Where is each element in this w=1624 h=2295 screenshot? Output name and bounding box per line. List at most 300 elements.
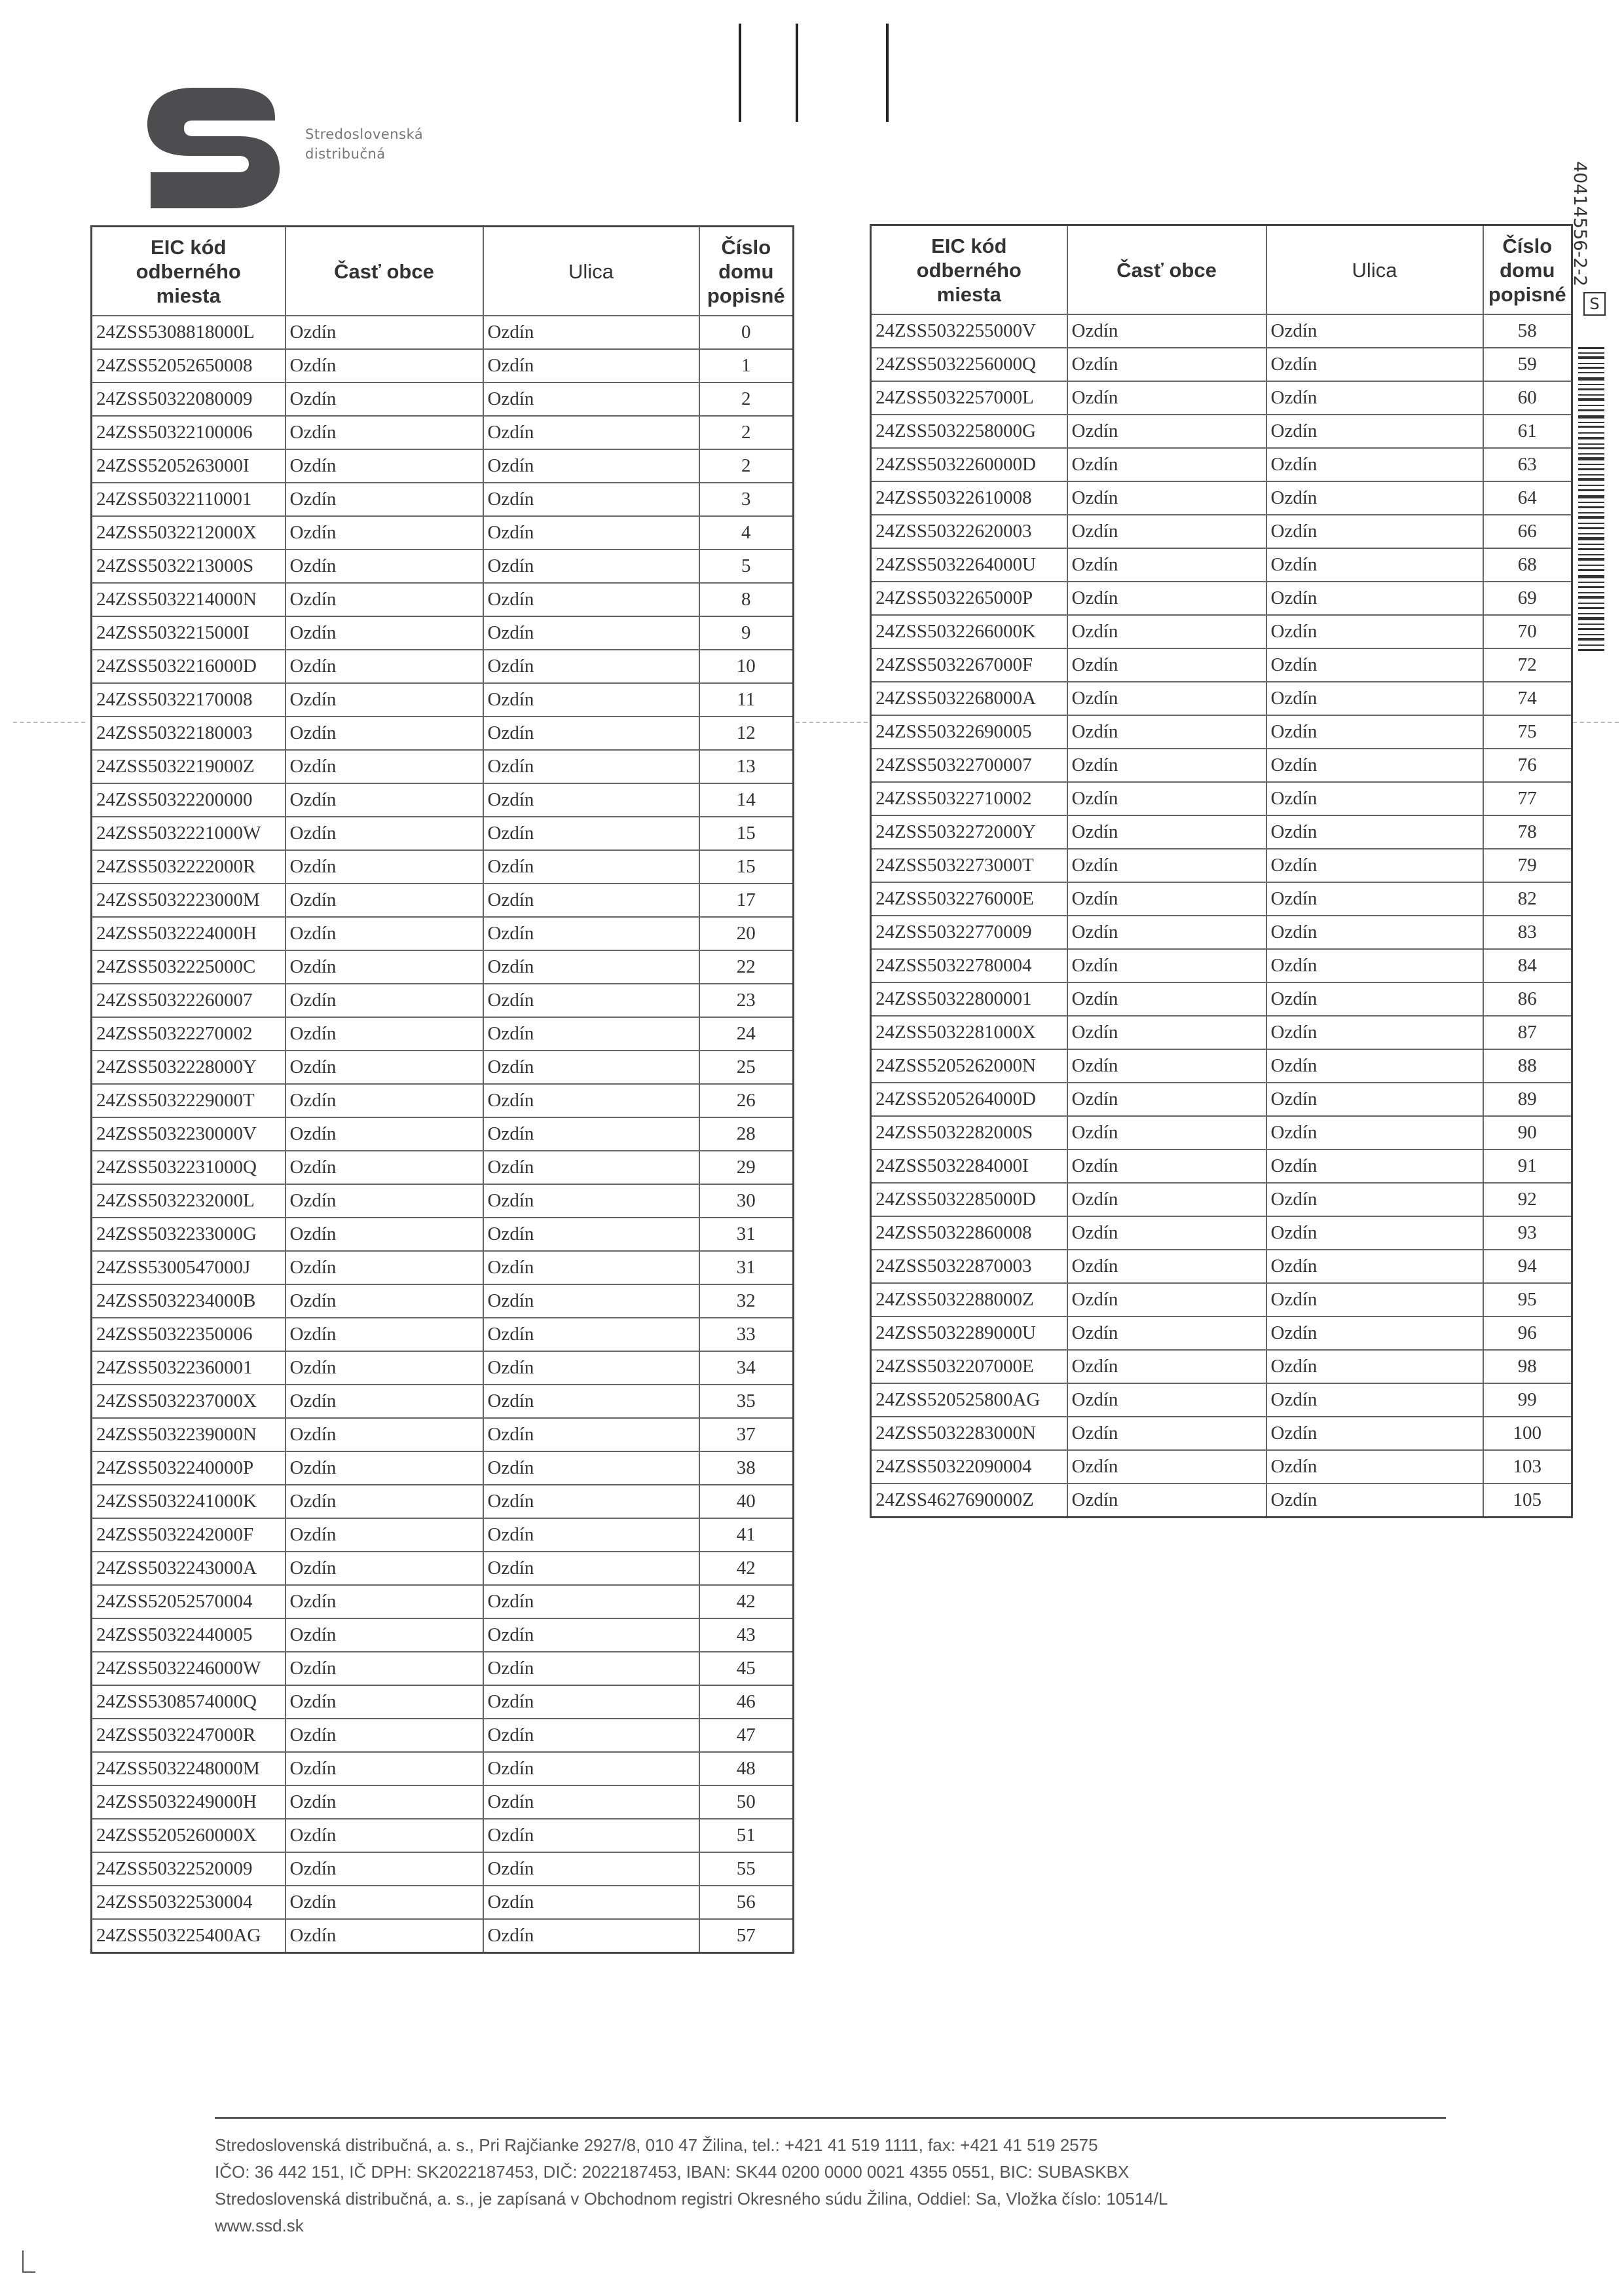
cast-obce-cell: Ozdín: [1067, 381, 1266, 415]
table-row: [871, 916, 1572, 949]
table-row: [871, 1116, 1572, 1149]
ulica-cell: Ozdín: [1266, 1250, 1483, 1283]
cislo-domu-cell: 15: [699, 817, 794, 850]
table-row: [92, 1919, 794, 1953]
ulica-cell: Ozdín: [1266, 548, 1483, 582]
ulica-cell: Ozdín: [1266, 949, 1483, 982]
ulica-cell: Ozdín: [483, 583, 699, 616]
cast-obce-cell: Ozdín: [286, 1017, 483, 1051]
cast-obce-cell: Ozdín: [1067, 1316, 1266, 1350]
cislo-domu-cell: 96: [1483, 1316, 1572, 1350]
cislo-domu-cell: 22: [699, 950, 794, 984]
ulica-cell: Ozdín: [1266, 1016, 1483, 1049]
header-ulica: Ulica: [1266, 225, 1483, 315]
cast-obce-cell: Ozdín: [1067, 949, 1266, 982]
cislo-domu-cell: 70: [1483, 615, 1572, 648]
cast-obce-cell: Ozdín: [286, 416, 483, 449]
ulica-cell: Ozdín: [483, 316, 699, 349]
eic-code-cell: 24ZSS50322860008: [871, 1216, 1067, 1250]
eic-code-cell: 24ZSS503225400AG: [92, 1919, 286, 1953]
table-row: [871, 715, 1572, 749]
cislo-domu-cell: 68: [1483, 548, 1572, 582]
eic-code-cell: 24ZSS5308818000L: [92, 316, 286, 349]
ulica-cell: Ozdín: [483, 1151, 699, 1184]
ulica-cell: Ozdín: [483, 1017, 699, 1051]
table-row: [871, 1149, 1572, 1183]
eic-code-cell: 24ZSS50322170008: [92, 683, 286, 717]
eic-code-cell: 24ZSS50322200000: [92, 783, 286, 817]
cast-obce-cell: Ozdín: [1067, 682, 1266, 715]
eic-code-cell: 24ZSS5032276000E: [871, 882, 1067, 916]
ulica-cell: Ozdín: [483, 1318, 699, 1351]
scan-mark: [739, 24, 741, 122]
eic-code-cell: 24ZSS5032248000M: [92, 1752, 286, 1785]
footer: [215, 2132, 1168, 2239]
eic-code-cell: 24ZSS50322350006: [92, 1318, 286, 1351]
cast-obce-cell: Ozdín: [286, 1785, 483, 1819]
table-row: [92, 1518, 794, 1552]
eic-code-cell: 24ZSS5032215000I: [92, 616, 286, 650]
cast-obce-cell: Ozdín: [286, 1752, 483, 1785]
eic-code-cell: 24ZSS5032231000Q: [92, 1151, 286, 1184]
eic-code-cell: 24ZSS5205262000N: [871, 1049, 1067, 1083]
table-row: [92, 884, 794, 917]
cast-obce-cell: Ozdín: [286, 483, 483, 516]
ulica-cell: Ozdín: [1266, 415, 1483, 448]
cast-obce-cell: Ozdín: [1067, 1116, 1266, 1149]
table-row: [92, 917, 794, 950]
eic-code-cell: 24ZSS50322700007: [871, 749, 1067, 782]
cast-obce-cell: Ozdín: [286, 1051, 483, 1084]
cislo-domu-cell: 56: [699, 1886, 794, 1919]
table-row: [871, 1250, 1572, 1283]
table-row: [92, 650, 794, 683]
table-row: [92, 1618, 794, 1652]
table-row: [92, 817, 794, 850]
ulica-cell: Ozdín: [483, 416, 699, 449]
cast-obce-cell: Ozdín: [1067, 548, 1266, 582]
table-row: [92, 1051, 794, 1084]
table-row: [871, 1183, 1572, 1216]
cast-obce-cell: Ozdín: [1067, 615, 1266, 648]
top-scan-marks: [739, 24, 896, 122]
cislo-domu-cell: 13: [699, 750, 794, 783]
cast-obce-cell: Ozdín: [286, 1852, 483, 1886]
ulica-cell: Ozdín: [1266, 1450, 1483, 1483]
cast-obce-cell: Ozdín: [286, 1585, 483, 1618]
cislo-domu-cell: 2: [699, 449, 794, 483]
company-name-line2: distribučná: [305, 146, 386, 162]
eic-code-cell: 24ZSS50322270002: [92, 1017, 286, 1051]
cast-obce-cell: Ozdín: [1067, 415, 1266, 448]
eic-code-cell: 24ZSS50322690005: [871, 715, 1067, 749]
eic-code-cell: 24ZSS5032288000Z: [871, 1283, 1067, 1316]
eic-code-cell: 24ZSS50322710002: [871, 782, 1067, 815]
header-eic: [871, 225, 1067, 315]
scan-mark: [796, 24, 798, 122]
cislo-domu-cell: 92: [1483, 1183, 1572, 1216]
cislo-domu-cell: 99: [1483, 1383, 1572, 1417]
cast-obce-cell: Ozdín: [1067, 1216, 1266, 1250]
eic-code-cell: 24ZSS5032225000C: [92, 950, 286, 984]
cast-obce-cell: Ozdín: [286, 917, 483, 950]
ulica-cell: Ozdín: [1266, 1350, 1483, 1383]
eic-code-cell: 24ZSS5032246000W: [92, 1652, 286, 1685]
ulica-cell: Ozdín: [1266, 782, 1483, 815]
cislo-domu-cell: 11: [699, 683, 794, 717]
table-row: [871, 849, 1572, 882]
ulica-cell: Ozdín: [1266, 448, 1483, 481]
cast-obce-cell: Ozdín: [1067, 815, 1266, 849]
ulica-cell: Ozdín: [1266, 348, 1483, 381]
header-cast-obce: Časť obce: [286, 227, 483, 316]
table-row: [92, 984, 794, 1017]
cislo-domu-cell: 50: [699, 1785, 794, 1819]
eic-code-cell: 24ZSS5032268000A: [871, 682, 1067, 715]
table-row: [871, 1383, 1572, 1417]
table-row: [92, 1552, 794, 1585]
cast-obce-cell: Ozdín: [1067, 481, 1266, 515]
cislo-domu-cell: 58: [1483, 314, 1572, 348]
header-eic-line: miesta: [936, 282, 1001, 306]
table-row: [871, 1417, 1572, 1450]
ulica-cell: Ozdín: [483, 1518, 699, 1552]
cast-obce-cell: Ozdín: [286, 1819, 483, 1852]
cislo-domu-cell: 105: [1483, 1483, 1572, 1518]
table-row: [92, 1351, 794, 1385]
cast-obce-cell: Ozdín: [1067, 314, 1266, 348]
cast-obce-cell: Ozdín: [1067, 782, 1266, 815]
table-row: [871, 1016, 1572, 1049]
cislo-domu-cell: 69: [1483, 582, 1572, 615]
eic-code-cell: 24ZSS5032232000L: [92, 1184, 286, 1218]
eic-code-cell: 24ZSS520525800AG: [871, 1383, 1067, 1417]
eic-code-cell: 24ZSS5205260000X: [92, 1819, 286, 1852]
ulica-cell: Ozdín: [483, 650, 699, 683]
table-row: [871, 1350, 1572, 1383]
table-row: [871, 348, 1572, 381]
ulica-cell: Ozdín: [483, 1719, 699, 1752]
cast-obce-cell: Ozdín: [286, 650, 483, 683]
cast-obce-cell: Ozdín: [1067, 348, 1266, 381]
table-row: [871, 648, 1572, 682]
eic-table-right: [870, 224, 1573, 1518]
table-row: [92, 850, 794, 884]
cislo-domu-cell: 25: [699, 1051, 794, 1084]
cislo-domu-cell: 55: [699, 1852, 794, 1886]
ulica-cell: Ozdín: [483, 984, 699, 1017]
eic-code-cell: 24ZSS5032230000V: [92, 1117, 286, 1151]
table-row: [92, 750, 794, 783]
ulica-cell: Ozdín: [483, 1251, 699, 1284]
cislo-domu-cell: 41: [699, 1518, 794, 1552]
table-row: [871, 582, 1572, 615]
eic-code-cell: 24ZSS5032223000M: [92, 884, 286, 917]
ulica-cell: Ozdín: [483, 884, 699, 917]
eic-code-cell: 24ZSS5032242000F: [92, 1518, 286, 1552]
table-row: [871, 314, 1572, 348]
table-row: [871, 1049, 1572, 1083]
ulica-cell: Ozdín: [1266, 916, 1483, 949]
ulica-cell: Ozdín: [483, 1351, 699, 1385]
table-row: [871, 515, 1572, 548]
cislo-domu-cell: 4: [699, 516, 794, 550]
ulica-cell: Ozdín: [483, 1117, 699, 1151]
table-row: [92, 1685, 794, 1719]
eic-code-cell: 24ZSS50322180003: [92, 717, 286, 750]
table-row: [92, 1719, 794, 1752]
table-row: [92, 1084, 794, 1117]
ulica-cell: Ozdín: [483, 449, 699, 483]
cislo-domu-cell: 46: [699, 1685, 794, 1719]
cislo-domu-cell: 90: [1483, 1116, 1572, 1149]
footer-address: Stredoslovenská distribučná, a. s., Pri Rajčianke 2927/8, 010 47 Žilina, tel.: +421 41 519 1111, fax: +421 41 519 2575: [215, 2135, 1098, 2155]
ulica-cell: Ozdín: [483, 1919, 699, 1953]
ulica-cell: Ozdín: [1266, 1183, 1483, 1216]
cislo-domu-cell: 57: [699, 1919, 794, 1953]
cast-obce-cell: Ozdín: [286, 1284, 483, 1318]
cislo-domu-cell: 15: [699, 850, 794, 884]
header-cislo-line: popisné: [707, 284, 785, 307]
table-header-row: [871, 225, 1572, 315]
cislo-domu-cell: 28: [699, 1117, 794, 1151]
eic-code-cell: 24ZSS50322360001: [92, 1351, 286, 1385]
eic-code-cell: 24ZSS5032237000X: [92, 1385, 286, 1418]
cast-obce-cell: Ozdín: [286, 1685, 483, 1719]
cislo-domu-cell: 93: [1483, 1216, 1572, 1250]
header-eic-line: odberného: [136, 259, 241, 283]
ulica-cell: Ozdín: [1266, 481, 1483, 515]
cast-obce-cell: Ozdín: [286, 783, 483, 817]
table-row: [871, 749, 1572, 782]
cast-obce-cell: Ozdín: [286, 1418, 483, 1451]
cislo-domu-cell: 77: [1483, 782, 1572, 815]
cast-obce-cell: Ozdín: [286, 1919, 483, 1953]
cast-obce-cell: Ozdín: [286, 1518, 483, 1552]
header-ulica: Ulica: [483, 227, 699, 316]
ulica-cell: Ozdín: [483, 717, 699, 750]
cast-obce-cell: Ozdín: [286, 984, 483, 1017]
fold-mark: [796, 722, 868, 723]
cislo-domu-cell: 23: [699, 984, 794, 1017]
table-row: [871, 1283, 1572, 1316]
table-row: [92, 1752, 794, 1785]
table-row: [92, 1652, 794, 1685]
table-row: [871, 481, 1572, 515]
eic-code-cell: 24ZSS4627690000Z: [871, 1483, 1067, 1518]
cislo-domu-cell: 10: [699, 650, 794, 683]
cast-obce-cell: Ozdín: [286, 1084, 483, 1117]
eic-code-cell: 24ZSS50322080009: [92, 382, 286, 416]
header-cislo-line: domu: [718, 259, 774, 283]
table-row: [871, 882, 1572, 916]
cislo-domu-cell: 5: [699, 550, 794, 583]
header-eic-line: odberného: [916, 258, 1022, 282]
cislo-domu-cell: 91: [1483, 1149, 1572, 1183]
eic-code-cell: 24ZSS52052570004: [92, 1585, 286, 1618]
cislo-domu-cell: 51: [699, 1819, 794, 1852]
table-row: [92, 616, 794, 650]
table-row: [871, 381, 1572, 415]
cast-obce-cell: Ozdín: [286, 817, 483, 850]
eic-code-cell: 24ZSS50322260007: [92, 984, 286, 1017]
ulica-cell: Ozdín: [483, 783, 699, 817]
table-row: [871, 1083, 1572, 1116]
eic-code-cell: 24ZSS5032266000K: [871, 615, 1067, 648]
ulica-cell: Ozdín: [1266, 982, 1483, 1016]
eic-code-cell: 24ZSS5032258000G: [871, 415, 1067, 448]
cast-obce-cell: Ozdín: [1067, 1083, 1266, 1116]
ulica-cell: Ozdín: [483, 1752, 699, 1785]
table-row: [92, 683, 794, 717]
ulica-cell: Ozdín: [483, 1785, 699, 1819]
ulica-cell: Ozdín: [483, 1485, 699, 1518]
table-row: [92, 1151, 794, 1184]
eic-code-cell: 24ZSS5032264000U: [871, 548, 1067, 582]
cislo-domu-cell: 89: [1483, 1083, 1572, 1116]
cast-obce-cell: Ozdín: [1067, 515, 1266, 548]
cislo-domu-cell: 43: [699, 1618, 794, 1652]
cislo-domu-cell: 34: [699, 1351, 794, 1385]
cislo-domu-cell: 60: [1483, 381, 1572, 415]
cislo-domu-cell: 83: [1483, 916, 1572, 949]
eic-code-cell: 24ZSS50322610008: [871, 481, 1067, 515]
table-row: [92, 416, 794, 449]
cast-obce-cell: Ozdín: [286, 950, 483, 984]
cislo-domu-cell: 78: [1483, 815, 1572, 849]
cast-obce-cell: Ozdín: [1067, 582, 1266, 615]
cislo-domu-cell: 31: [699, 1251, 794, 1284]
eic-code-cell: 24ZSS5032234000B: [92, 1284, 286, 1318]
cislo-domu-cell: 61: [1483, 415, 1572, 448]
table-row: [871, 548, 1572, 582]
table-row: [92, 717, 794, 750]
ulica-cell: Ozdín: [1266, 1116, 1483, 1149]
eic-code-cell: 24ZSS5032207000E: [871, 1350, 1067, 1383]
eic-code-cell: 24ZSS52052650008: [92, 349, 286, 382]
eic-code-cell: 24ZSS5032228000Y: [92, 1051, 286, 1084]
eic-code-cell: 24ZSS50322530004: [92, 1886, 286, 1919]
cislo-domu-cell: 42: [699, 1552, 794, 1585]
cast-obce-cell: Ozdín: [1067, 1149, 1266, 1183]
eic-code-cell: 24ZSS5032283000N: [871, 1417, 1067, 1450]
table-row: [871, 1483, 1572, 1518]
cast-obce-cell: Ozdín: [286, 1552, 483, 1585]
cast-obce-cell: Ozdín: [286, 449, 483, 483]
eic-code-cell: 24ZSS50322110001: [92, 483, 286, 516]
ulica-cell: Ozdín: [1266, 682, 1483, 715]
ulica-cell: Ozdín: [483, 1819, 699, 1852]
ulica-cell: Ozdín: [483, 1084, 699, 1117]
ulica-cell: Ozdín: [1266, 1149, 1483, 1183]
cast-obce-cell: Ozdín: [286, 1117, 483, 1151]
ulica-cell: Ozdín: [483, 349, 699, 382]
eic-code-cell: 24ZSS5032229000T: [92, 1084, 286, 1117]
eic-code-cell: 24ZSS5032239000N: [92, 1418, 286, 1451]
eic-code-cell: 24ZSS5032273000T: [871, 849, 1067, 882]
cast-obce-cell: Ozdín: [1067, 1183, 1266, 1216]
cast-obce-cell: Ozdín: [286, 1184, 483, 1218]
eic-code-cell: 24ZSS5032247000R: [92, 1719, 286, 1752]
ulica-cell: Ozdín: [1266, 381, 1483, 415]
ulica-cell: Ozdín: [483, 1451, 699, 1485]
cislo-domu-cell: 82: [1483, 882, 1572, 916]
eic-code-cell: 24ZSS5032222000R: [92, 850, 286, 884]
cislo-domu-cell: 74: [1483, 682, 1572, 715]
table-row: [92, 1585, 794, 1618]
cislo-domu-cell: 76: [1483, 749, 1572, 782]
cast-obce-cell: Ozdín: [286, 349, 483, 382]
company-logo: [141, 84, 285, 215]
cislo-domu-cell: 2: [699, 382, 794, 416]
cislo-domu-cell: 98: [1483, 1350, 1572, 1383]
cast-obce-cell: Ozdín: [1067, 1049, 1266, 1083]
fold-mark: [1573, 722, 1619, 723]
table-row: [92, 449, 794, 483]
cislo-domu-cell: 12: [699, 717, 794, 750]
cislo-domu-cell: 88: [1483, 1049, 1572, 1083]
cast-obce-cell: Ozdín: [1067, 1450, 1266, 1483]
eic-code-cell: 24ZSS50322100006: [92, 416, 286, 449]
eic-code-cell: 24ZSS5300547000J: [92, 1251, 286, 1284]
cislo-domu-cell: 37: [699, 1418, 794, 1451]
table-row: [92, 1886, 794, 1919]
eic-code-cell: 24ZSS5032284000I: [871, 1149, 1067, 1183]
eic-code-cell: 24ZSS50322770009: [871, 916, 1067, 949]
ulica-cell: Ozdín: [1266, 1483, 1483, 1518]
cislo-domu-cell: 20: [699, 917, 794, 950]
cislo-domu-cell: 64: [1483, 481, 1572, 515]
cast-obce-cell: Ozdín: [1067, 982, 1266, 1016]
header-cislo-line: popisné: [1488, 282, 1566, 306]
table-row: [92, 1184, 794, 1218]
table-row: [871, 415, 1572, 448]
ulica-cell: Ozdín: [483, 1852, 699, 1886]
cast-obce-cell: Ozdín: [286, 850, 483, 884]
eic-code-cell: 24ZSS5032265000P: [871, 582, 1067, 615]
corner-mark: [22, 2250, 35, 2273]
ulica-cell: Ozdín: [1266, 1049, 1483, 1083]
cast-obce-cell: Ozdín: [286, 382, 483, 416]
ulica-cell: Ozdín: [1266, 715, 1483, 749]
table-row: [871, 782, 1572, 815]
cislo-domu-cell: 24: [699, 1017, 794, 1051]
cislo-domu-cell: 40: [699, 1485, 794, 1518]
cislo-domu-cell: 63: [1483, 448, 1572, 481]
ulica-cell: Ozdín: [483, 1284, 699, 1318]
eic-code-cell: 24ZSS5032214000N: [92, 583, 286, 616]
ulica-cell: Ozdín: [483, 1218, 699, 1251]
eic-code-cell: 24ZSS50322520009: [92, 1852, 286, 1886]
cast-obce-cell: Ozdín: [1067, 749, 1266, 782]
cast-obce-cell: Ozdín: [286, 1218, 483, 1251]
cislo-domu-cell: 79: [1483, 849, 1572, 882]
header-eic-line: miesta: [156, 284, 221, 307]
cislo-domu-cell: 86: [1483, 982, 1572, 1016]
cast-obce-cell: Ozdín: [1067, 1483, 1266, 1518]
eic-code-cell: 24ZSS5032241000K: [92, 1485, 286, 1518]
cast-obce-cell: Ozdín: [1067, 1417, 1266, 1450]
document-code-box: S: [1583, 292, 1606, 316]
ulica-cell: Ozdín: [1266, 749, 1483, 782]
table-row: [871, 1216, 1572, 1250]
header-cislo: [699, 227, 794, 316]
cast-obce-cell: Ozdín: [1067, 849, 1266, 882]
cislo-domu-cell: 59: [1483, 348, 1572, 381]
table-row: [92, 1318, 794, 1351]
eic-code-cell: 24ZSS5032281000X: [871, 1016, 1067, 1049]
eic-code-cell: 24ZSS50322440005: [92, 1618, 286, 1652]
